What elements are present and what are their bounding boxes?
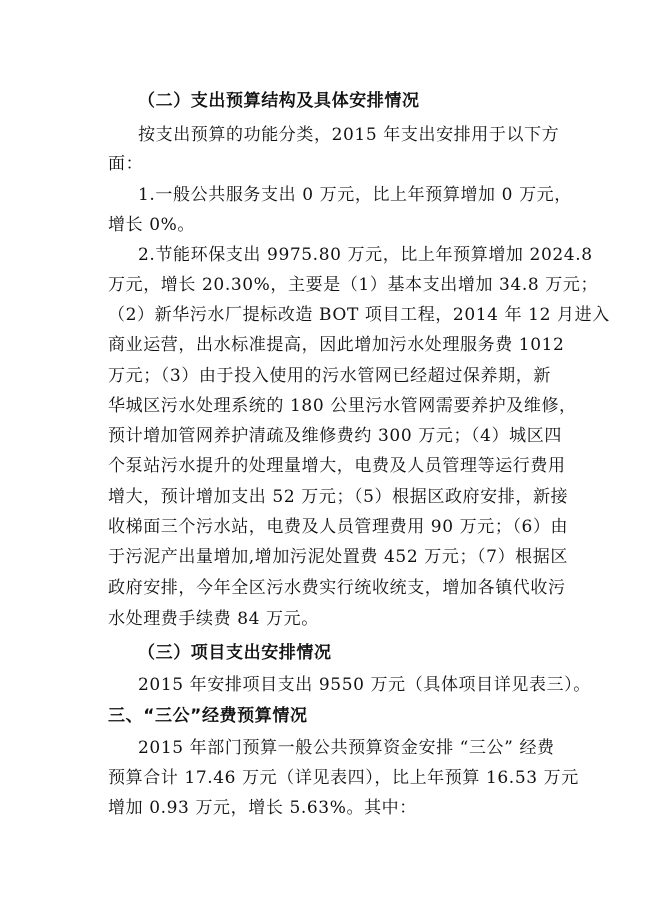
section-heading-three-public-expenses: 三、“三公”经费预算情况 bbox=[108, 706, 308, 726]
paragraph-line: 预计增加管网养护清疏及维修费约 300 万元；（4）城区四 bbox=[108, 426, 562, 446]
paragraph-line: 按支出预算的功能分类，2015 年支出安排用于以下方 bbox=[138, 125, 560, 145]
paragraph-line: 面： bbox=[108, 154, 144, 174]
paragraph-line: 收梯面三个污水站，电费及人员管理费用 90 万元；（6）由 bbox=[108, 517, 569, 537]
paragraph-line: 预算合计 17.46 万元（详见表四），比上年预算 16.53 万元 bbox=[108, 768, 579, 788]
paragraph-line: 政府安排，今年全区污水费实行统收统支，增加各镇代收污 bbox=[108, 578, 566, 598]
paragraph-line: 商业运营，出水标准提高，因此增加污水处理服务费 1012 bbox=[108, 335, 565, 355]
section-heading-expenditure-structure: （二）支出预算结构及具体安排情况 bbox=[138, 91, 420, 111]
paragraph-line: 个泵站污水提升的处理量增大，电费及人员管理等运行费用 bbox=[108, 456, 566, 476]
paragraph-line: 增大，预计增加支出 52 万元；（5）根据区政府安排，新接 bbox=[108, 487, 569, 507]
paragraph-line: 2015 年安排项目支出 9550 万元（具体项目详见表三）。 bbox=[138, 675, 591, 695]
paragraph-line: 2015 年部门预算一般公共预算资金安排 “三公” 经费 bbox=[138, 738, 555, 758]
paragraph-line: 1.一般公共服务支出 0 万元，比上年预算增加 0 万元， bbox=[138, 185, 572, 205]
paragraph-line: 万元，增长 20.30%，主要是（1）基本支出增加 34.8 万元； bbox=[108, 275, 599, 295]
paragraph-line: 增加 0.93 万元，增长 5.63%。其中： bbox=[108, 798, 417, 818]
paragraph-line: 万元；（3）由于投入使用的污水管网已经超过保养期，新 bbox=[108, 366, 551, 386]
paragraph-line: 于污泥产出量增加,增加污泥处置费 452 万元；（7）根据区 bbox=[108, 547, 568, 567]
paragraph-line: 华城区污水处理系统的 180 公里污水管网需要养护及维修， bbox=[108, 396, 577, 416]
paragraph-line: 2.节能环保支出 9975.80 万元，比上年预算增加 2024.8 bbox=[138, 245, 593, 265]
paragraph-line: （2）新华污水厂提标改造 BOT 项目工程，2014 年 12 月进入 bbox=[108, 305, 610, 325]
paragraph-line: 水处理费手续费 84 万元。 bbox=[108, 609, 319, 629]
section-heading-project-expenditure: （三）项目支出安排情况 bbox=[138, 643, 332, 663]
paragraph-line: 增长 0%。 bbox=[108, 215, 195, 235]
